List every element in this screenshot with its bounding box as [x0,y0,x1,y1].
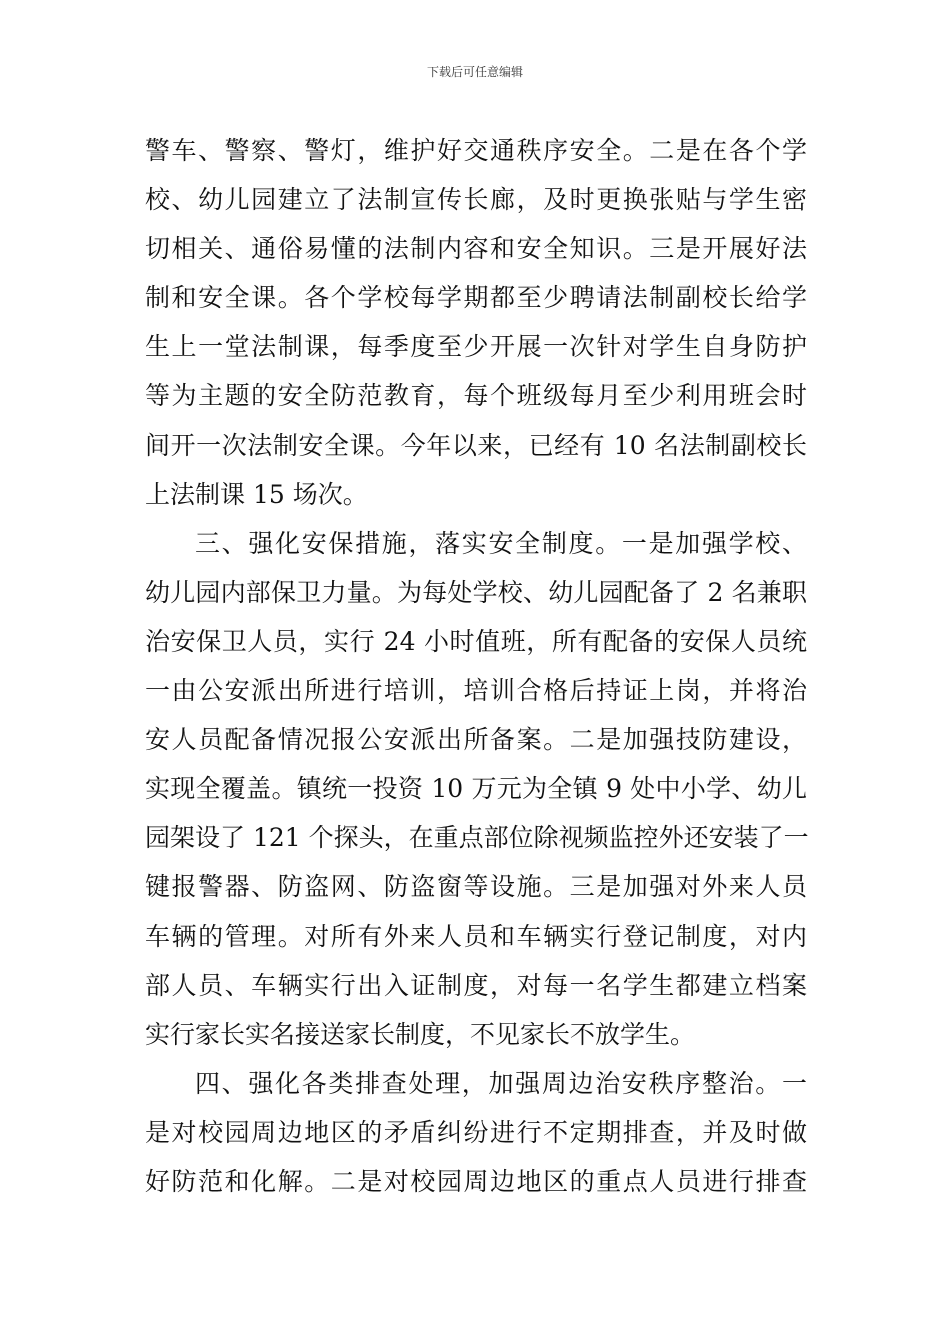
text-line: 安人员配备情况报公安派出所备案。二是加强技防建设， [145,725,807,755]
text-line: 是对校园周边地区的矛盾纠纷进行不定期排查，并及时做 [145,1117,807,1147]
text-line: 实行家长实名接送家长制度，不见家长不放学生。 [145,1019,696,1049]
text-line: 等为主题的安全防范教育，每个班级每月至少利用班会时 [145,381,807,411]
text-line: 治安保卫人员，实行 24 小时值班，所有配备的安保人员统 [145,626,807,656]
text-line: 间开一次法制安全课。今年以来，已经有 10 名法制副校长 [145,430,807,460]
text-line: 园架设了 121 个探头，在重点部位除视频监控外还安装了一 [145,823,809,853]
text-line: 警车、警察、警灯，维护好交通秩序安全。二是在各个学 [145,136,807,165]
text-line: 制和安全课。各个学校每学期都至少聘请法制副校长给学 [145,283,807,313]
text-line: 键报警器、防盗网、防盗窗等设施。三是加强对外来人员 [145,872,807,902]
text-line: 校、幼儿园建立了法制宣传长廊，及时更换张贴与学生密 [145,185,807,215]
text-line: 幼儿园内部保卫力量。为每处学校、幼儿园配备了 2 名兼职 [145,577,807,607]
page-header: 下载后可任意编辑 [426,65,523,79]
text-line: 四、强化各类排查处理，加强周边治安秩序整治。一 [195,1068,807,1098]
text-line: 三、强化安保措施，落实安全制度。一是加强学校、 [195,528,807,558]
document-body [145,126,807,1206]
text-line: 上法制课 15 场次。 [145,479,368,509]
text-line: 车辆的管理。对所有外来人员和车辆实行登记制度，对内 [145,921,807,951]
text-line: 生上一堂法制课，每季度至少开展一次针对学生自身防护 [145,332,807,362]
text-line: 实现全覆盖。镇统一投资 10 万元为全镇 9 处中小学、幼儿 [145,774,807,804]
text-line: 一由公安派出所进行培训，培训合格后持证上岗，并将治 [145,676,807,706]
text-line: 切相关、通俗易懂的法制内容和安全知识。三是开展好法 [145,234,807,264]
text-line: 好防范和化解。二是对校园周边地区的重点人员进行排查 [145,1166,807,1196]
text-line: 部人员、车辆实行出入证制度，对每一名学生都建立档案 [145,970,807,1000]
